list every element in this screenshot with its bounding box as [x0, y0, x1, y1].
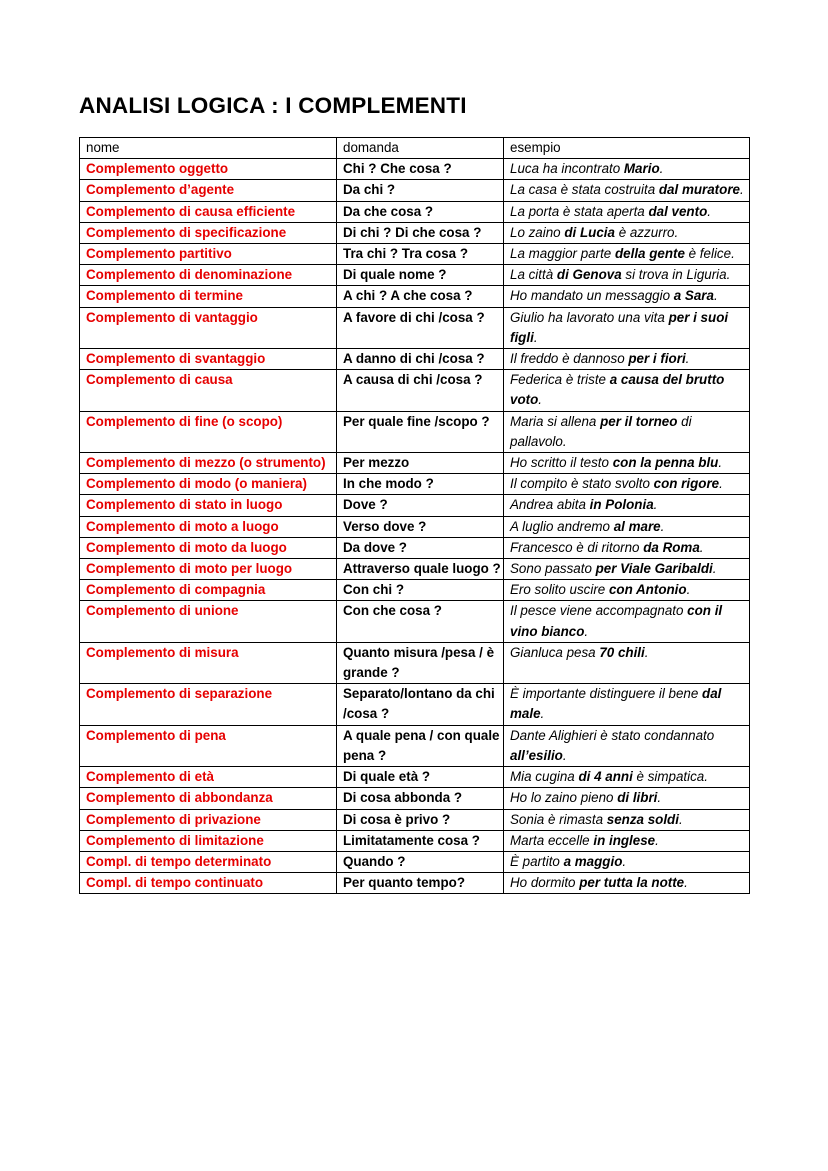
- esempio-text: .: [685, 351, 690, 367]
- table-header: [80, 138, 750, 159]
- esempio-text: di pallavolo.: [510, 413, 692, 449]
- cell-domanda: Di quale nome ?: [337, 265, 504, 286]
- cell-domanda: A chi ? A che cosa ?: [337, 286, 504, 307]
- esempio-text: Maria si allena: [510, 413, 601, 429]
- cell-nome: Complemento di causa efficiente: [80, 201, 337, 222]
- table-row: [80, 495, 750, 516]
- cell-domanda: Tra chi ? Tra cosa ?: [337, 244, 504, 265]
- cell-esempio: [504, 244, 750, 265]
- cell-domanda: In che modo ?: [337, 474, 504, 495]
- esempio-complemento: con rigore: [653, 476, 720, 492]
- esempio-text: Sonia è rimasta: [510, 811, 607, 827]
- esempio-complemento: di Genova: [556, 267, 622, 283]
- cell-nome: Compl. di tempo determinato: [80, 851, 337, 872]
- cell-nome: Complemento di abbondanza: [80, 788, 337, 809]
- cell-nome: Complemento di età: [80, 767, 337, 788]
- esempio-text: .: [718, 455, 723, 471]
- cell-esempio: [504, 453, 750, 474]
- esempio-text: .: [686, 582, 691, 598]
- header-row: [80, 138, 750, 159]
- table-row: [80, 222, 750, 243]
- cell-esempio: [504, 767, 750, 788]
- cell-esempio: [504, 559, 750, 580]
- esempio-complemento: per i fiori: [628, 351, 686, 367]
- table-row: [80, 201, 750, 222]
- cell-esempio: [504, 286, 750, 307]
- esempio-text: Ho scritto il testo: [510, 455, 613, 471]
- cell-esempio: [504, 370, 750, 411]
- cell-domanda: Di quale età ?: [337, 767, 504, 788]
- esempio-text: Ero solito uscire: [510, 582, 609, 598]
- esempio-text: Francesco è di ritorno: [510, 539, 644, 555]
- cell-domanda: Di cosa è privo ?: [337, 809, 504, 830]
- cell-domanda: A danno di chi /cosa ?: [337, 349, 504, 370]
- esempio-text: La casa è stata costruita: [510, 182, 659, 198]
- esempio-text: Ho mandato un messaggio: [510, 288, 674, 304]
- table-row: [80, 307, 750, 348]
- esempio-text: Ho dormito: [510, 875, 580, 891]
- esempio-text: .: [699, 539, 704, 555]
- esempio-complemento: a Sara: [673, 288, 714, 304]
- cell-nome: Complemento di mezzo (o strumento): [80, 453, 337, 474]
- cell-domanda: Limitatamente cosa ?: [337, 830, 504, 851]
- cell-domanda: A quale pena / con quale pena ?: [337, 725, 504, 766]
- esempio-text: Luca ha incontrato: [510, 161, 624, 177]
- table-row: [80, 370, 750, 411]
- cell-nome: Complemento di moto da luogo: [80, 537, 337, 558]
- cell-nome: Complemento partitivo: [80, 244, 337, 265]
- esempio-text: .: [678, 811, 683, 827]
- esempio-text: Giulio ha lavorato una vita: [510, 309, 669, 325]
- esempio-text: .: [739, 182, 744, 198]
- cell-esempio: [504, 222, 750, 243]
- esempio-complemento: dal muratore: [658, 182, 740, 198]
- table-row: [80, 642, 750, 683]
- cell-domanda: Di cosa abbonda ?: [337, 788, 504, 809]
- cell-esempio: [504, 684, 750, 725]
- table-row: [80, 411, 750, 452]
- cell-domanda: Dove ?: [337, 495, 504, 516]
- esempio-complemento: di Lucia: [564, 224, 615, 240]
- cell-nome: Complemento di fine (o scopo): [80, 411, 337, 452]
- cell-esempio: [504, 516, 750, 537]
- table-row: [80, 265, 750, 286]
- esempio-text: Il freddo è dannoso: [510, 351, 629, 367]
- cell-esempio: [504, 201, 750, 222]
- table-row: [80, 601, 750, 642]
- cell-domanda: A causa di chi /cosa ?: [337, 370, 504, 411]
- esempio-complemento: con la penna blu: [612, 455, 719, 471]
- cell-nome: Complemento di modo (o maniera): [80, 474, 337, 495]
- esempio-text: Dante Alighieri è stato condannato: [510, 727, 715, 743]
- cell-nome: Complemento oggetto: [80, 159, 337, 180]
- cell-esempio: [504, 580, 750, 601]
- table-row: [80, 474, 750, 495]
- esempio-text: .: [562, 747, 567, 763]
- header-esempio: esempio: [504, 138, 750, 159]
- cell-domanda: Per quanto tempo?: [337, 873, 504, 894]
- esempio-complemento: per il torneo: [600, 413, 678, 429]
- esempio-text: .: [660, 518, 665, 534]
- esempio-complemento: senza soldi: [606, 811, 679, 827]
- esempio-text: Ho lo zaino pieno: [510, 790, 618, 806]
- esempio-complemento: dal vento: [648, 203, 708, 219]
- esempio-text: .: [719, 476, 723, 492]
- table-row: [80, 286, 750, 307]
- esempio-text: È importante distinguere il bene: [510, 686, 703, 702]
- esempio-text: La porta è stata aperta: [510, 203, 649, 219]
- cell-esempio: [504, 851, 750, 872]
- esempio-complemento: in inglese: [593, 832, 656, 848]
- esempio-complemento: di 4 anni: [578, 769, 633, 785]
- cell-nome: Complemento di moto per luogo: [80, 559, 337, 580]
- cell-domanda: Di chi ? Di che cosa ?: [337, 222, 504, 243]
- esempio-text: Mia cugina: [510, 769, 579, 785]
- cell-esempio: [504, 873, 750, 894]
- cell-domanda: Verso dove ?: [337, 516, 504, 537]
- esempio-text: .: [707, 203, 711, 219]
- esempio-text: La città: [510, 267, 557, 283]
- table-row: [80, 516, 750, 537]
- cell-esempio: [504, 601, 750, 642]
- esempio-complemento: per Viale Garibaldi: [595, 561, 713, 577]
- cell-esempio: [504, 265, 750, 286]
- table-row: [80, 580, 750, 601]
- cell-esempio: [504, 349, 750, 370]
- cell-nome: Complemento di separazione: [80, 684, 337, 725]
- cell-domanda: Da dove ?: [337, 537, 504, 558]
- esempio-text: .: [622, 853, 627, 869]
- esempio-complemento: con il vino bianco: [510, 603, 723, 639]
- esempio-text: è felice.: [684, 246, 735, 262]
- esempio-text: Sono passato: [510, 561, 596, 577]
- cell-nome: Complemento di privazione: [80, 809, 337, 830]
- esempio-text: La maggior parte: [510, 246, 615, 262]
- esempio-text: è simpatica.: [632, 769, 708, 785]
- esempio-complemento: per tutta la notte: [579, 875, 685, 891]
- cell-nome: Complemento di misura: [80, 642, 337, 683]
- esempio-text: .: [659, 161, 664, 177]
- table-body: [80, 159, 750, 894]
- esempio-complemento: con Antonio: [608, 582, 687, 598]
- cell-domanda: Chi ? Che cosa ?: [337, 159, 504, 180]
- cell-esempio: [504, 725, 750, 766]
- esempio-text: .: [538, 392, 542, 408]
- cell-nome: Complemento di unione: [80, 601, 337, 642]
- table-row: [80, 349, 750, 370]
- esempio-text: è azzurro.: [614, 224, 679, 240]
- table-row: [80, 767, 750, 788]
- cell-nome: Complemento di compagnia: [80, 580, 337, 601]
- esempio-text: .: [540, 706, 545, 722]
- esempio-text: Gianluca pesa: [510, 644, 600, 660]
- cell-esempio: [504, 809, 750, 830]
- table-row: [80, 830, 750, 851]
- table-row: [80, 873, 750, 894]
- table-row: [80, 244, 750, 265]
- esempio-text: .: [657, 790, 662, 806]
- cell-esempio: [504, 642, 750, 683]
- cell-esempio: [504, 307, 750, 348]
- esempio-complemento: a causa del brutto voto: [510, 372, 725, 408]
- cell-nome: Complemento di pena: [80, 725, 337, 766]
- table-row: [80, 684, 750, 725]
- esempio-complemento: da Roma: [643, 539, 700, 555]
- esempio-text: .: [655, 832, 659, 848]
- esempio-complemento: al mare: [613, 518, 661, 534]
- esempio-complemento: in Polonia: [589, 497, 654, 513]
- complementi-table: [79, 137, 750, 894]
- cell-nome: Complemento di vantaggio: [80, 307, 337, 348]
- cell-domanda: Separato/lontano da chi /cosa ?: [337, 684, 504, 725]
- esempio-text: .: [533, 329, 538, 345]
- esempio-complemento: di libri: [617, 790, 658, 806]
- cell-domanda: Con chi ?: [337, 580, 504, 601]
- header-domanda: domanda: [337, 138, 504, 159]
- esempio-text: si trova in Liguria.: [621, 267, 731, 283]
- cell-nome: Complemento di denominazione: [80, 265, 337, 286]
- esempio-text: Lo zaino: [510, 224, 565, 240]
- esempio-text: Andrea abita: [510, 497, 590, 513]
- cell-nome: Complemento di causa: [80, 370, 337, 411]
- esempio-text: A luglio andremo: [510, 518, 614, 534]
- esempio-complemento: 70 chili: [599, 644, 645, 660]
- cell-domanda: Da chi ?: [337, 180, 504, 201]
- esempio-text: È partito: [510, 853, 564, 869]
- cell-domanda: Per mezzo: [337, 453, 504, 474]
- esempio-text: .: [584, 623, 589, 639]
- table-row: [80, 180, 750, 201]
- cell-esempio: [504, 830, 750, 851]
- table-row: [80, 788, 750, 809]
- esempio-text: Federica è triste: [510, 372, 610, 388]
- esempio-complemento: all’esilio: [510, 747, 563, 763]
- cell-domanda: Per quale fine /scopo ?: [337, 411, 504, 452]
- cell-nome: Complemento di svantaggio: [80, 349, 337, 370]
- esempio-text: .: [653, 497, 658, 513]
- cell-nome: Compl. di tempo continuato: [80, 873, 337, 894]
- esempio-complemento: per i suoi figli: [510, 309, 729, 345]
- table-row: [80, 725, 750, 766]
- cell-domanda: Attraverso quale luogo ?: [337, 559, 504, 580]
- table-row: [80, 159, 750, 180]
- esempio-text: Marta eccelle: [510, 832, 594, 848]
- cell-domanda: Quando ?: [337, 851, 504, 872]
- esempio-text: Il pesce viene accompagnato: [510, 603, 688, 619]
- esempio-text: .: [712, 561, 717, 577]
- cell-nome: Complemento di stato in luogo: [80, 495, 337, 516]
- cell-esempio: [504, 474, 750, 495]
- table-row: [80, 537, 750, 558]
- esempio-text: .: [684, 875, 688, 891]
- esempio-text: Il compito è stato svolto: [510, 476, 654, 492]
- esempio-complemento: Mario: [623, 161, 660, 177]
- header-nome: nome: [80, 138, 337, 159]
- esempio-complemento: dal male: [510, 686, 722, 722]
- cell-domanda: Da che cosa ?: [337, 201, 504, 222]
- cell-nome: Complemento d’agente: [80, 180, 337, 201]
- esempio-complemento: della gente: [614, 246, 685, 262]
- cell-nome: Complemento di moto a luogo: [80, 516, 337, 537]
- cell-nome: Complemento di limitazione: [80, 830, 337, 851]
- esempio-text: .: [644, 644, 649, 660]
- cell-nome: Complemento di specificazione: [80, 222, 337, 243]
- table-row: [80, 453, 750, 474]
- cell-esempio: [504, 411, 750, 452]
- cell-esempio: [504, 180, 750, 201]
- cell-esempio: [504, 537, 750, 558]
- table-row: [80, 851, 750, 872]
- table-row: [80, 809, 750, 830]
- cell-domanda: A favore di chi /cosa ?: [337, 307, 504, 348]
- esempio-complemento: a maggio: [563, 853, 623, 869]
- cell-esempio: [504, 495, 750, 516]
- cell-esempio: [504, 788, 750, 809]
- page-title: ANALISI LOGICA : I COMPLEMENTI: [79, 93, 467, 118]
- cell-esempio: [504, 159, 750, 180]
- cell-domanda: Quanto misura /pesa / è grande ?: [337, 642, 504, 683]
- table-row: [80, 559, 750, 580]
- cell-domanda: Con che cosa ?: [337, 601, 504, 642]
- cell-nome: Complemento di termine: [80, 286, 337, 307]
- esempio-text: .: [713, 288, 718, 304]
